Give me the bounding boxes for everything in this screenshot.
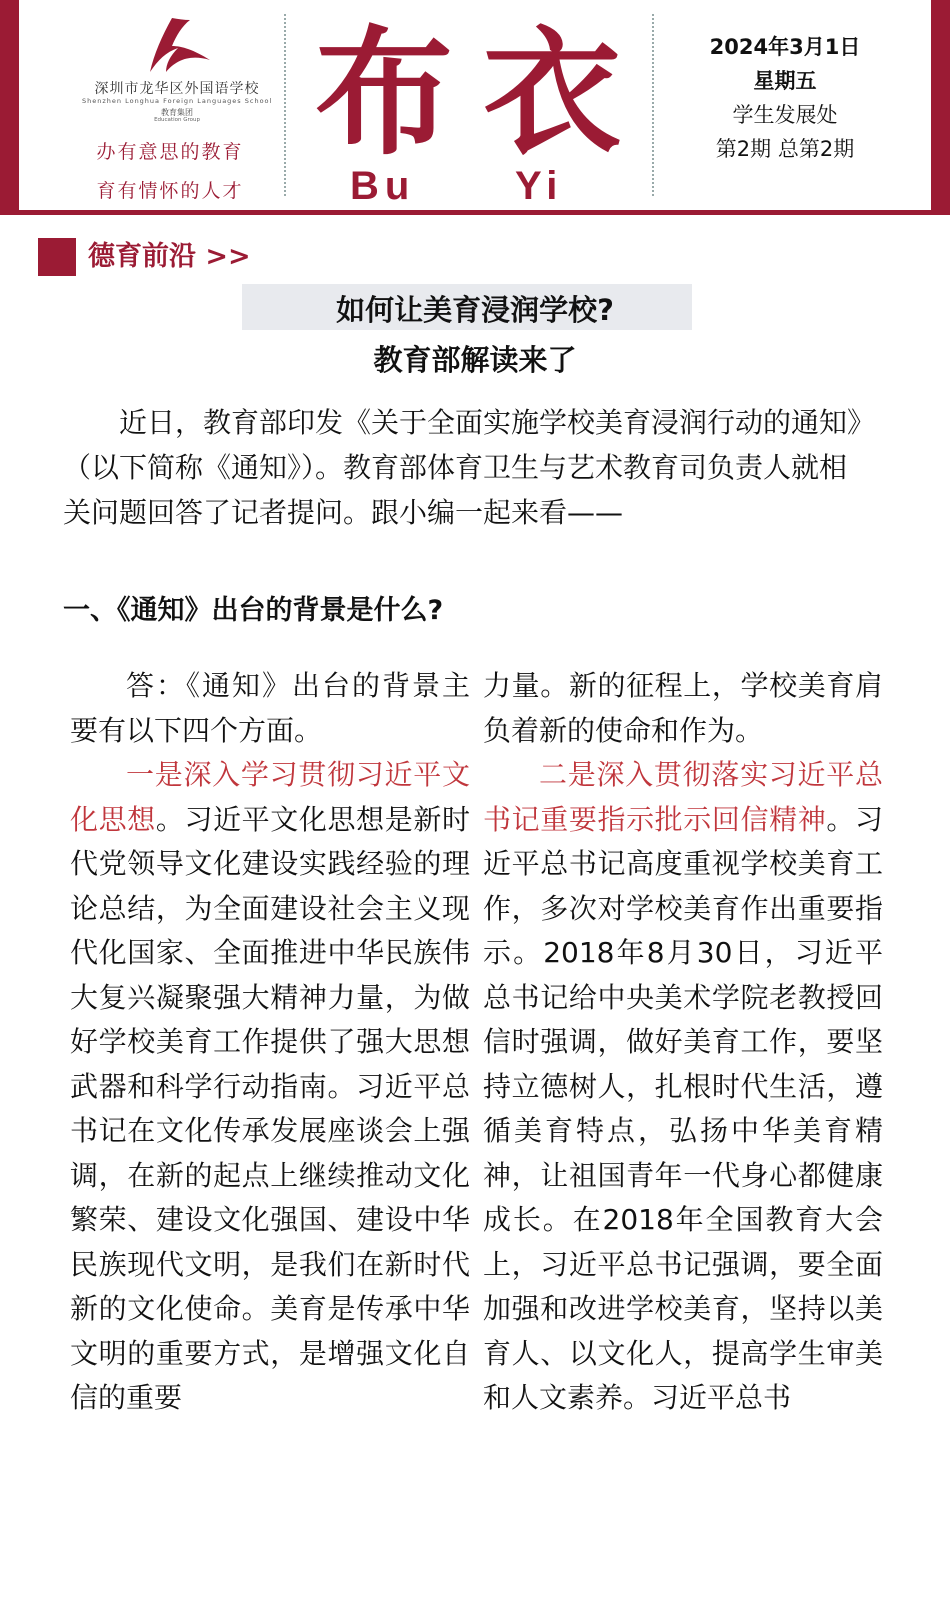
header-divider-right — [652, 14, 654, 196]
article-title-line-2: 教育部解读来了 — [373, 343, 577, 377]
lead-paragraph: 近日，教育部印发《关于全面实施学校美育浸润行动的通知》（以下简称《通知》）。教育部体育卫生与艺术教育司负责人就相关问题回答了记者提问。跟小编一起来看—— — [63, 406, 862, 529]
school-name-en: Shenzhen Longhua Foreign Languages School — [82, 97, 273, 105]
point-1-continued: 力量。新的征程上，学校美育肩负着新的使命和作为。 — [483, 669, 883, 747]
point-1-title: 一是深入学习贯彻习近平文化思想 — [70, 758, 470, 836]
article-title-line-1: 如何让美育浸润学校? — [336, 293, 614, 327]
point-1-paragraph — [70, 753, 470, 1421]
school-name-cn: 深圳市龙华区外国语学校 — [94, 81, 260, 97]
issue-info — [665, 30, 905, 166]
masthead-char-bu: 布 — [315, 11, 454, 174]
motto-line-2: 育有情怀的人才 — [96, 180, 244, 202]
answer-intro: 答：《通知》出台的背景主要有以下四个方面。 — [70, 669, 470, 747]
header-divider — [0, 210, 950, 215]
issue-number: 第2期 总第2期 — [715, 137, 855, 161]
motto-line-1: 办有意思的教育 — [96, 141, 244, 163]
question-heading: 一、《通知》出台的背景是什么? — [63, 595, 444, 626]
point-1-body: 。习近平文化思想是新时代党领导文化建设实践经验的理论总结，为全面建设社会主义现代化国家、全面推进中华民族伟大复兴凝聚强大精神力量，为做好学校美育工作提供了强大思想武器和科学行动指南。习近平总书记在文化传承发展座谈会上强调，在新的起点上继续推动文化繁荣、建设文化强国、建设中华民族现代文明，是我们在新时代新的文化使命。美育是传承中华文明的重要方式，是增强文化自信的重要 — [70, 802, 470, 1414]
issue-weekday: 星期五 — [753, 69, 817, 93]
education-group-en: Education Group — [154, 117, 200, 123]
section-title: 德育前沿 >> — [88, 241, 251, 272]
school-emblem-icon — [132, 16, 222, 76]
body-column-right — [483, 664, 883, 1421]
point-2-body: 。习近平总书记高度重视学校美育工作，多次对学校美育作出重要指示。2018年8月30日，习近平总书记给中央美术学院老教授回信时强调，做好美育工作，要坚持立德树人，扎根时代生活，遵循美育特点，弘扬中华美育精神，让祖国青年一代身心都健康成长。在2018年全国教育大会上，习近平总书记强调，要全面加强和改进学校美育，坚持以美育人、以文化人，提高学生审美和人文素养。习近平总书 — [483, 802, 883, 1414]
body-column-left — [70, 664, 470, 1421]
header-divider-left — [284, 14, 286, 196]
issue-department: 学生发展处 — [732, 103, 838, 127]
point-2-title: 二是深入贯彻落实习近平总书记重要指示批示回信精神 — [483, 758, 883, 836]
issue-date: 2024年3月1日 — [709, 35, 861, 59]
right-accent-bar — [931, 0, 950, 215]
left-accent-bar — [0, 0, 19, 215]
point-2-paragraph — [483, 753, 883, 1421]
masthead-latin-yi: Yi — [515, 164, 564, 208]
education-group-cn: 教育集团 — [161, 108, 193, 117]
section-marker — [38, 238, 76, 276]
masthead-latin-bu: Bu — [350, 164, 416, 208]
masthead — [305, 11, 645, 208]
masthead-char-yi: 衣 — [483, 11, 622, 174]
